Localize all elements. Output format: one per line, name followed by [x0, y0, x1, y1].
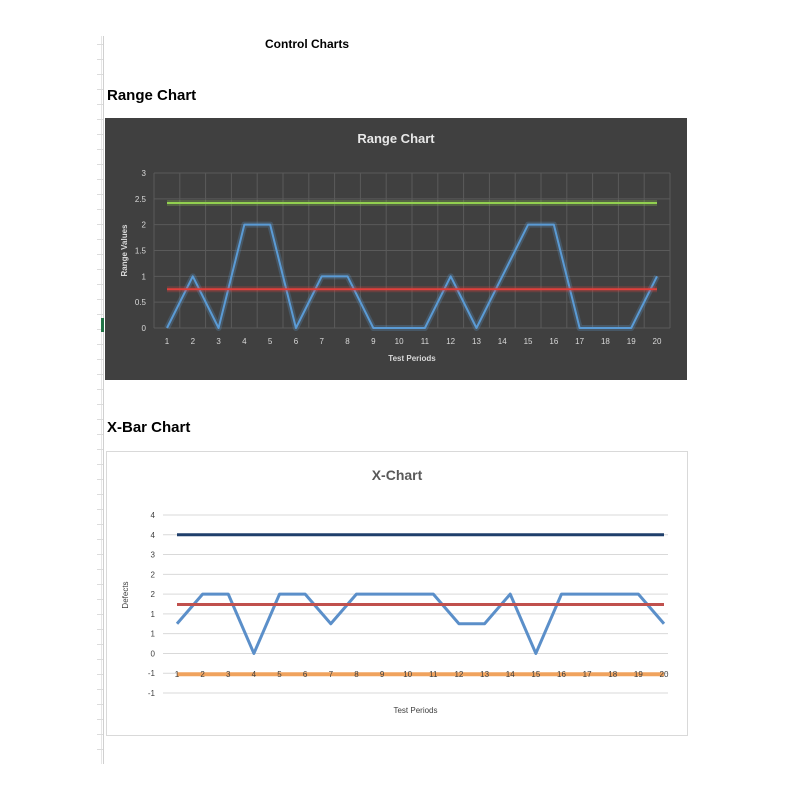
y-tick-label: 3	[150, 550, 155, 560]
row-tick	[97, 314, 103, 315]
x-tick-label: 6	[302, 670, 308, 680]
row-tick	[97, 74, 103, 75]
row-tick	[97, 569, 103, 570]
x-tick-label: 17	[582, 670, 592, 680]
row-tick	[97, 419, 103, 420]
x-tick-label: 10	[403, 670, 413, 680]
xbar-section-title: X-Bar Chart	[107, 419, 191, 436]
x-tick-label: 3	[226, 670, 231, 680]
x-tick-label: 10	[394, 337, 404, 346]
row-tick	[97, 44, 103, 45]
x-tick-label: 2	[190, 337, 196, 346]
x-tick-label: 1	[164, 337, 170, 346]
row-tick	[97, 599, 103, 600]
row-tick	[97, 284, 103, 285]
y-tick-label: 0	[141, 324, 146, 333]
row-tick	[97, 524, 103, 525]
x-tick-label: 14	[505, 670, 515, 680]
x-tick-label: 12	[446, 337, 456, 346]
x-tick-label: 16	[549, 337, 559, 346]
x-tick-label: 8	[345, 337, 350, 346]
row-tick	[97, 509, 103, 510]
x-tick-label: 11	[429, 670, 438, 680]
row-tick	[97, 239, 103, 240]
range-chart[interactable]	[105, 118, 687, 380]
row-tick	[97, 749, 103, 750]
sheet-gridline	[103, 36, 104, 764]
x-tick-label: 19	[626, 337, 636, 346]
y-tick-label: 1	[150, 629, 155, 639]
row-tick	[97, 734, 103, 735]
row-tick	[97, 674, 103, 675]
range-chart-svg	[105, 118, 687, 380]
x-tick-label: 13	[480, 670, 490, 680]
row-tick	[97, 164, 103, 165]
row-tick	[97, 464, 103, 465]
x-axis-label: Test Periods	[388, 354, 436, 363]
sheet-gridline	[101, 36, 102, 764]
row-tick	[97, 89, 103, 90]
row-tick	[97, 119, 103, 120]
xbar-chart[interactable]	[106, 451, 688, 736]
x-tick-label: 3	[216, 337, 221, 346]
x-tick-label: 18	[600, 337, 610, 346]
x-tick-label: 7	[328, 670, 334, 680]
y-axis-label: Range Values	[120, 224, 129, 277]
y-tick-label: 1	[150, 609, 155, 619]
row-tick	[97, 134, 103, 135]
y-tick-label: 1	[141, 272, 146, 282]
xbar-chart-svg	[107, 452, 687, 735]
row-tick	[97, 299, 103, 300]
row-tick	[97, 149, 103, 150]
row-tick	[97, 404, 103, 405]
row-tick	[97, 644, 103, 645]
x-tick-label: 20	[652, 337, 662, 346]
y-tick-label: 3	[141, 169, 146, 178]
y-axis-label: Defects	[121, 581, 130, 609]
row-tick	[97, 434, 103, 435]
row-tick	[97, 389, 103, 390]
x-tick-label: 20	[659, 670, 669, 680]
row-tick	[97, 449, 103, 450]
y-tick-label: -1	[147, 689, 155, 698]
x-tick-label: 18	[608, 670, 618, 680]
x-tick-label: 9	[371, 337, 376, 346]
row-tick	[97, 104, 103, 105]
row-tick	[97, 224, 103, 225]
x-tick-label: 8	[354, 670, 359, 680]
y-tick-label: 4	[150, 511, 155, 520]
y-tick-label: 2.5	[134, 194, 146, 204]
x-tick-label: 5	[267, 337, 273, 346]
row-tick	[97, 659, 103, 660]
y-tick-label: 0.5	[134, 298, 146, 308]
x-tick-label: 2	[200, 670, 205, 680]
x-tick-label: 14	[497, 337, 507, 346]
y-tick-label: 0	[150, 649, 155, 659]
row-tick	[97, 704, 103, 705]
x-tick-label: 6	[293, 337, 299, 346]
row-tick	[97, 629, 103, 630]
row-tick	[97, 584, 103, 585]
x-tick-label: 13	[472, 337, 481, 346]
x-tick-label: 5	[277, 670, 282, 680]
row-tick	[97, 539, 103, 540]
row-tick	[97, 344, 103, 345]
x-tick-label: 17	[575, 337, 585, 346]
x-tick-label: 1	[174, 670, 180, 680]
x-tick-label: 16	[557, 670, 566, 680]
y-tick-label: 1.5	[134, 246, 146, 256]
y-tick-label: -1	[147, 669, 155, 679]
row-tick	[97, 269, 103, 270]
y-tick-label: 4	[150, 530, 155, 540]
row-tick	[97, 359, 103, 360]
x-tick-label: 15	[523, 337, 533, 346]
x-tick-label: 4	[242, 337, 247, 346]
page-title: Control Charts	[265, 37, 349, 51]
x-tick-label: 15	[531, 670, 541, 680]
x-tick-label: 4	[251, 670, 257, 680]
x-tick-label: 12	[454, 670, 464, 680]
row-tick	[97, 374, 103, 375]
y-tick-label: 2	[150, 590, 155, 600]
chart-title: X-Chart	[371, 467, 423, 483]
row-tick	[97, 59, 103, 60]
row-tick	[97, 179, 103, 180]
y-tick-label: 2	[141, 220, 146, 230]
row-tick	[97, 554, 103, 555]
x-tick-label: 9	[379, 670, 385, 680]
row-tick	[97, 194, 103, 195]
row-tick	[97, 614, 103, 615]
row-tick	[97, 254, 103, 255]
selected-row-marker	[101, 318, 104, 332]
x-tick-label: 19	[633, 670, 643, 680]
row-tick	[97, 209, 103, 210]
chart-title: Range Chart	[357, 131, 435, 146]
x-axis-label: Test Periods	[393, 706, 438, 715]
y-tick-label: 2	[150, 570, 155, 580]
x-tick-label: 11	[420, 337, 430, 346]
range-section-title: Range Chart	[107, 87, 197, 104]
row-tick	[97, 689, 103, 690]
x-tick-label: 7	[319, 337, 324, 346]
row-tick	[97, 479, 103, 480]
row-tick	[97, 719, 103, 720]
row-tick	[97, 494, 103, 495]
